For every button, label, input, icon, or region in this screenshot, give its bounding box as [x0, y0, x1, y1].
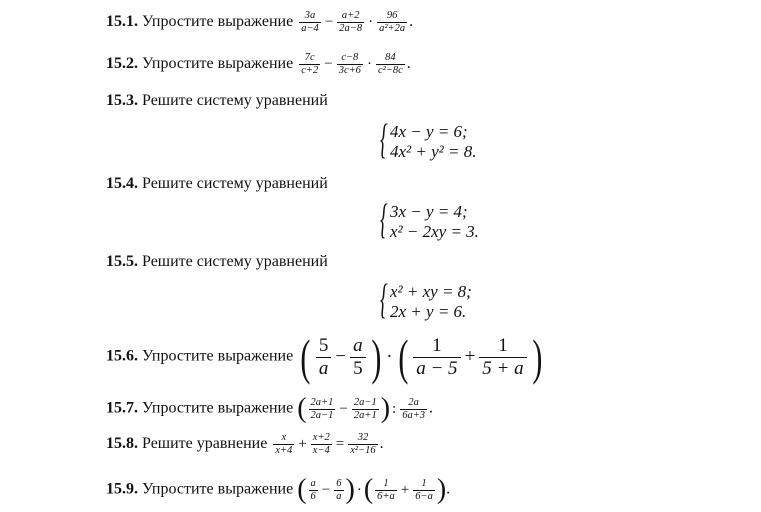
fraction: $\frac{a+2}{2a-8}$ [339, 10, 363, 34]
brace-icon: { [380, 197, 388, 243]
problem-number: 15.2. [106, 55, 138, 73]
equation: x² + xy = 8; [390, 282, 472, 301]
fraction: $\frac{x+2}{x-4}$ [312, 432, 330, 456]
problem-number: 15.6. [106, 347, 138, 365]
problem-15-3 [106, 92, 328, 110]
problem-text: Упростите выражение [142, 55, 294, 73]
problem-text: Решите систему уравнений [142, 253, 328, 270]
fraction: $\frac{84}{\text{c²−8c}}$ [377, 52, 403, 76]
fraction: $\frac{x}{x+4}$ [275, 432, 293, 456]
problem-text: Упростите выражение [142, 13, 294, 31]
problem-15-6: 15.6. Упростите выражение ( $\frac{5}{a}$ − $\frac{a}{5}$ ) · ( $\frac{1}{a - 5}$ + $\frac{1}{5 + a}$ ) [106, 329, 542, 385]
fraction: $\frac{96}{\text{a²+2a}}$ [379, 10, 406, 34]
problem-15-5 [106, 253, 328, 271]
brace-icon: { [380, 277, 388, 323]
problem-number: 15.9. [106, 480, 138, 498]
problem-15-4 [106, 175, 328, 193]
fraction: $\frac{2a+1}{2a-1}$ [310, 396, 334, 421]
problem-number: 15.3. [106, 92, 138, 109]
fraction: $\frac{7c}{c+2}$ [301, 52, 319, 76]
brace-icon: { [380, 117, 388, 163]
problem-text: Упростите выражение [142, 399, 294, 417]
equation-system [380, 197, 479, 243]
equation-system [380, 277, 472, 323]
fraction: $\frac{a}{6}$ [310, 477, 316, 502]
fraction: $\frac{1}{5 + a}$ [479, 335, 526, 380]
equation: 4x − y = 6; [390, 122, 468, 141]
problem-number: 15.8. [106, 435, 138, 453]
problem-15-8: 15.8. Решите уравнение $\frac{x}{x+4}$ + $\frac{x+2}{x-4}$ = $\frac{32}{\text{x²−16}}$ . [106, 432, 384, 456]
equation: 4x² + y² = 8. [390, 142, 477, 161]
fraction: $\frac{a}{5}$ [350, 335, 366, 380]
fraction: $\frac{1}{6+a}$ [377, 477, 395, 502]
problem-15-7: 15.7. Упростите выражение ( $\frac{2a+1}{2a-1}$ − $\frac{2a-1}{2a+1}$ ) : $\frac{2a}{6a+3}$ . [106, 393, 434, 424]
fraction: $\frac{c-8}{3c+6}$ [338, 52, 361, 76]
fraction: $\frac{1}{6-a}$ [415, 477, 433, 502]
problem-text: Упростите выражение [142, 480, 294, 498]
equation-system [380, 117, 477, 163]
equation: 2x + y = 6. [390, 302, 467, 321]
problem-number: 15.5. [106, 253, 138, 270]
problem-15-9: 15.9. Упростите выражение ( $\frac{a}{6}$ − $\frac{6}{a}$ ) ·( $\frac{1}{6+a}$ + $\frac{1}{6-a}$ ). [106, 474, 451, 505]
problem-text: Решите систему уравнений [142, 92, 328, 109]
problem-15-2: 15.2. Упростите выражение $\frac{7c}{c+2}$ − $\frac{c-8}{3c+6}$ · $\frac{84}{\text{c²−8c}}$ . [106, 52, 411, 76]
problem-text: Упростите выражение [142, 347, 294, 365]
fraction: $\frac{2a}{6a+3}$ [402, 396, 426, 421]
fraction: $\frac{6}{a}$ [336, 477, 342, 502]
problem-number: 15.4. [106, 175, 138, 192]
fraction: $\frac{32}{\text{x²−16}}$ [350, 432, 376, 456]
problem-number: 15.7. [106, 399, 138, 417]
problem-text: Решите систему уравнений [142, 175, 328, 192]
problem-15-1: 15.1. Упростите выражение $\frac{3a}{a-4}$ − $\frac{a+2}{2a-8}$ · $\frac{96}{\text{a²+2a}}$ . [106, 10, 414, 34]
equation: 3x − y = 4; [390, 202, 468, 221]
problem-text: Решите уравнение [142, 435, 268, 453]
fraction: $\frac{3a}{a-4}$ [301, 10, 319, 34]
fraction: $\frac{2a-1}{2a+1}$ [353, 396, 377, 421]
fraction: $\frac{1}{a - 5}$ [413, 335, 460, 380]
problem-number: 15.1. [106, 13, 138, 31]
equation: x² − 2xy = 3. [390, 222, 479, 241]
fraction: $\frac{5}{a}$ [316, 335, 332, 380]
